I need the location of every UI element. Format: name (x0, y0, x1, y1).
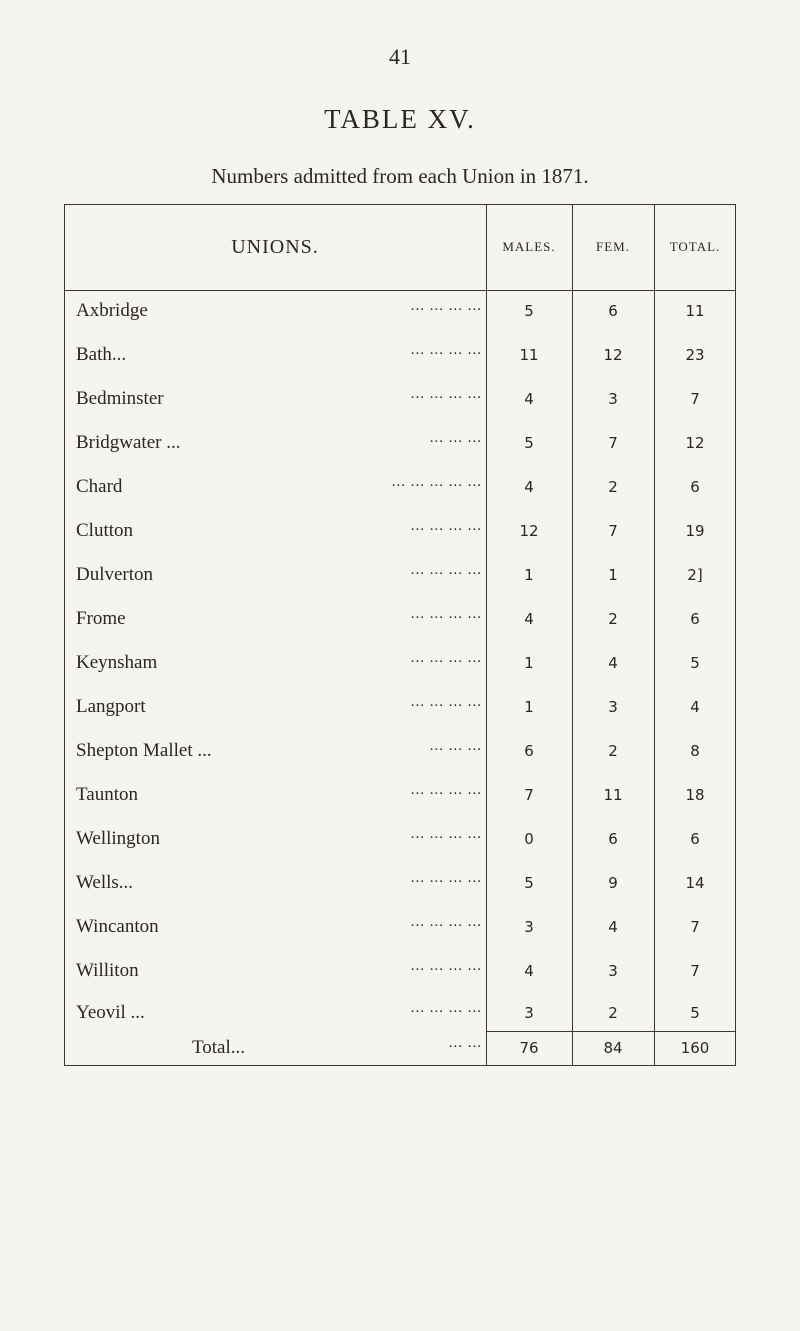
header-fem: FEM. (596, 239, 630, 254)
total-value: 7 (690, 390, 700, 408)
fem-value: 1 (608, 566, 618, 584)
total-value: 5 (690, 654, 700, 672)
union-name: Bedminster (76, 388, 164, 409)
fem-value: 7 (608, 434, 618, 452)
males-value: 5 (524, 434, 534, 452)
leader-dots: ... ... (448, 1035, 482, 1051)
fem-total: 84 (603, 1039, 623, 1057)
table-title: TABLE XV. (324, 104, 476, 134)
total-value: 4 (690, 698, 700, 716)
total-label: Total... (192, 1037, 246, 1058)
males-value: 7 (524, 786, 534, 804)
total-value: 6 (690, 478, 700, 496)
table-row (64, 382, 736, 426)
leader-dots: ... ... ... ... (410, 386, 482, 402)
table-row (64, 822, 736, 866)
total-value: 2] (687, 566, 703, 584)
males-value: 1 (524, 566, 534, 584)
fem-value: 7 (608, 522, 618, 540)
males-value: 0 (524, 830, 534, 848)
header-unions: UNIONS. (231, 235, 319, 258)
males-value: 4 (524, 478, 534, 496)
leader-dots: ... ... ... ... (410, 518, 482, 534)
males-value: 4 (524, 390, 534, 408)
table-row (64, 998, 736, 1031)
males-value: 12 (519, 522, 539, 540)
fem-value: 3 (608, 390, 618, 408)
total-value: 14 (685, 874, 705, 892)
table-row (64, 910, 736, 954)
table-row (64, 778, 736, 822)
union-name: Clutton (76, 520, 134, 541)
total-value: 19 (685, 522, 705, 540)
total-value: 12 (685, 434, 705, 452)
fem-value: 2 (608, 742, 618, 760)
union-name: Chard (76, 476, 123, 497)
fem-value: 2 (608, 478, 618, 496)
leader-dots: ... ... ... ... (410, 958, 482, 974)
union-name: Yeovil ... (76, 1002, 145, 1023)
fem-value: 3 (608, 698, 618, 716)
leader-dots: ... ... ... ... (410, 694, 482, 710)
union-name: Shepton Mallet ... (76, 740, 212, 761)
leader-dots: ... ... ... (429, 430, 482, 446)
table-caption: Numbers admitted from each Union in 1871. (211, 164, 589, 188)
union-name: Wells... (76, 872, 134, 893)
table-row (64, 470, 736, 514)
bottom-rule (64, 1065, 736, 1066)
admissions-table (64, 204, 736, 1066)
leader-dots: ... ... ... (429, 738, 482, 754)
total-value: 23 (685, 346, 705, 364)
leader-dots: ... ... ... ... (410, 870, 482, 886)
union-name: Williton (76, 960, 139, 981)
total-row (64, 1031, 736, 1065)
table-row (64, 426, 736, 470)
males-value: 11 (519, 346, 539, 364)
fem-value: 6 (608, 830, 618, 848)
fem-value: 6 (608, 302, 618, 320)
total-value: 7 (690, 962, 700, 980)
total-value: 18 (685, 786, 705, 804)
union-name: Axbridge (76, 300, 148, 321)
table-row (64, 602, 736, 646)
total-value: 7 (690, 918, 700, 936)
males-value: 6 (524, 742, 534, 760)
grand-total: 160 (680, 1039, 710, 1057)
males-value: 1 (524, 698, 534, 716)
table-row (64, 558, 736, 602)
males-value: 1 (524, 654, 534, 672)
union-name: Dulverton (76, 564, 154, 585)
leader-dots: ... ... ... ... (410, 606, 482, 622)
total-value: 5 (690, 1004, 700, 1022)
leader-dots: ... ... ... ... (410, 782, 482, 798)
leader-dots: ... ... ... ... (410, 914, 482, 930)
leader-dots: ... ... ... ... (410, 562, 482, 578)
leader-dots: ... ... ... ... (410, 1000, 482, 1016)
total-value: 11 (685, 302, 705, 320)
males-value: 5 (524, 874, 534, 892)
fem-value: 2 (608, 610, 618, 628)
fem-value: 9 (608, 874, 618, 892)
fem-value: 4 (608, 918, 618, 936)
table-row (64, 690, 736, 734)
table-row (64, 866, 736, 910)
fem-value: 11 (603, 786, 623, 804)
fem-value: 2 (608, 1004, 618, 1022)
leader-dots: ... ... ... ... (410, 826, 482, 842)
males-value: 5 (524, 302, 534, 320)
header-males: MALES. (502, 239, 556, 254)
males-value: 3 (524, 1004, 534, 1022)
header-total: TOTAL. (669, 239, 721, 254)
union-name: Wincanton (76, 916, 159, 937)
union-name: Bath... (76, 344, 127, 365)
union-name: Wellington (76, 828, 160, 849)
leader-dots: ... ... ... ... (410, 298, 482, 314)
total-value: 6 (690, 610, 700, 628)
total-value: 6 (690, 830, 700, 848)
union-name: Langport (76, 696, 146, 717)
header-rule (64, 290, 736, 291)
leader-dots: ... ... ... ... (410, 650, 482, 666)
males-total: 76 (519, 1039, 539, 1057)
table-row (64, 514, 736, 558)
fem-value: 4 (608, 654, 618, 672)
fem-value: 3 (608, 962, 618, 980)
table-row (64, 954, 736, 998)
union-name: Taunton (76, 784, 138, 805)
page-number: 41 (389, 44, 411, 69)
leader-dots: ... ... ... ... ... (391, 474, 482, 490)
total-value: 8 (690, 742, 700, 760)
union-name: Bridgwater ... (76, 432, 181, 453)
fem-value: 12 (603, 346, 623, 364)
leader-dots: ... ... ... ... (410, 342, 482, 358)
table-row (64, 646, 736, 690)
males-value: 3 (524, 918, 534, 936)
males-value: 4 (524, 962, 534, 980)
union-name: Keynsham (76, 652, 158, 673)
table-row (64, 338, 736, 382)
table-row (64, 294, 736, 338)
males-value: 4 (524, 610, 534, 628)
union-name: Frome (76, 608, 126, 629)
table-row (64, 734, 736, 778)
